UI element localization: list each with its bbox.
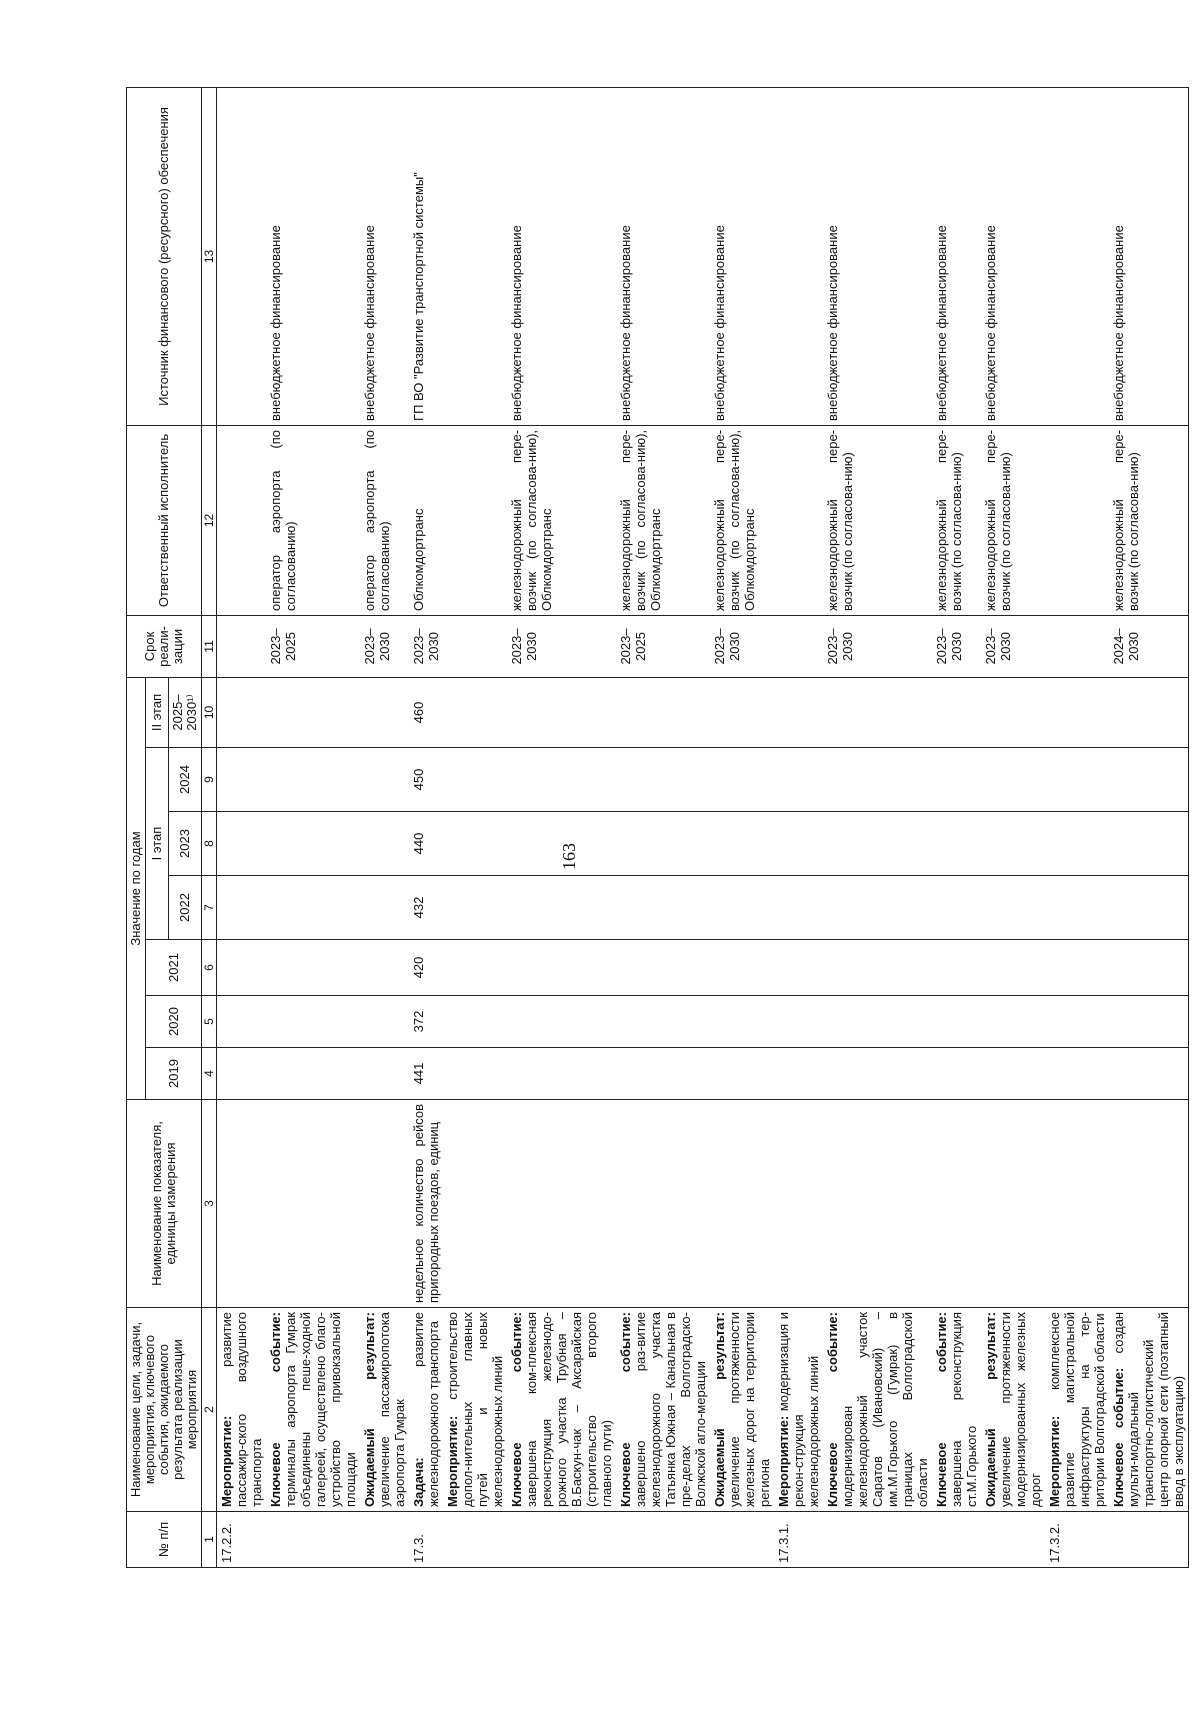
value-2022 [981, 876, 1045, 940]
table-row [443, 87, 507, 1567]
header-year-2024: 2024 [169, 748, 202, 812]
column-index: 9 [202, 748, 217, 812]
row-name [409, 1308, 443, 1512]
row-label: Ключевое событие: [934, 1312, 949, 1507]
row-name [710, 1308, 774, 1512]
value-2024 [710, 748, 774, 812]
row-source: внебюджетное финансирование [360, 87, 409, 425]
row-label: Мероприятие: [219, 1415, 234, 1507]
row-indicator [360, 1100, 409, 1308]
header-year-2025-2030: 2025–2030¹⁾ [169, 677, 202, 747]
row-name [823, 1308, 932, 1512]
value-2023 [1109, 812, 1189, 876]
value-2020 [217, 996, 267, 1048]
row-term [443, 615, 507, 677]
row-name [774, 1308, 823, 1512]
table-row [932, 87, 981, 1567]
value-2019 [443, 1048, 507, 1100]
value-2019 [217, 1048, 267, 1100]
row-source: внебюджетное финансирование [981, 87, 1045, 425]
value-2024 [981, 748, 1045, 812]
column-index: 2 [202, 1308, 217, 1512]
row-indicator [443, 1100, 507, 1308]
row-label: Ключевое событие: [618, 1312, 633, 1507]
value-2021 [616, 940, 710, 996]
value-2022 [1045, 876, 1109, 940]
header-values-by-year: Значение по годам [127, 677, 146, 1099]
table-body [217, 87, 1189, 1567]
value-2020 [774, 996, 823, 1048]
value-2025-2030 [823, 677, 932, 747]
row-name [1045, 1308, 1109, 1512]
row-name [217, 1308, 267, 1512]
row-executor: Облкомдортранс [409, 425, 443, 615]
row-source [443, 87, 507, 425]
value-2019 [507, 1048, 616, 1100]
column-index: 10 [202, 677, 217, 747]
value-2022 [932, 876, 981, 940]
row-number: 17.3.2. [1045, 1512, 1109, 1568]
table-row [409, 87, 443, 1567]
row-executor: железнодорожный пере-возчик (по согласова-нию), Облкомдортранс [507, 425, 616, 615]
row-text: завершена ком-плексная реконструкция железнодо-рожного участка Трубная – В.Баскун-чак – Аксарайская (строительство второго главного пути) [524, 1312, 614, 1507]
row-name [360, 1308, 409, 1512]
row-text: создан мульти-модальный транспортно-логистический центр опорной сети (поэтапный ввод в эксплуатацию) [1111, 1312, 1186, 1507]
column-index: 4 [202, 1048, 217, 1100]
row-term: 2023–2030 [360, 615, 409, 677]
row-source [774, 87, 823, 425]
column-index: 5 [202, 996, 217, 1048]
row-source: ГП ВО "Развитие транспортной системы" [409, 87, 443, 425]
row-term: 2023–2030 [932, 615, 981, 677]
value-2021 [710, 940, 774, 996]
row-text: завершено раз-витие железнодорожного участка Татьянка Южная – Канальная в пре-делах Волгоградско-Волжской агло-мерации [633, 1312, 708, 1507]
value-2022 [360, 876, 409, 940]
header-year-2021: 2021 [146, 940, 202, 996]
value-2020 [932, 996, 981, 1048]
row-name [1109, 1308, 1189, 1512]
value-2021: 420 [409, 940, 443, 996]
value-2019 [710, 1048, 774, 1100]
row-number [1109, 1512, 1189, 1568]
row-number [710, 1512, 774, 1568]
header-year-2022: 2022 [169, 876, 202, 940]
row-indicator [217, 1100, 267, 1308]
value-2025-2030 [266, 677, 360, 747]
row-executor: оператор аэропорта (по согласованию) [266, 425, 360, 615]
row-source: внебюджетное финансирование [266, 87, 360, 425]
table-row [1045, 87, 1109, 1567]
value-2023 [616, 812, 710, 876]
row-term [217, 615, 267, 677]
row-number: 17.3. [409, 1512, 443, 1568]
value-2024 [217, 748, 267, 812]
row-indicator [266, 1100, 360, 1308]
table-row [981, 87, 1045, 1567]
row-term [774, 615, 823, 677]
row-term: 2023–2025 [616, 615, 710, 677]
value-2020 [616, 996, 710, 1048]
header-num: № п/п [127, 1512, 202, 1568]
value-2025-2030 [443, 677, 507, 747]
value-2025-2030 [507, 677, 616, 747]
row-executor: железнодорожный пере-возчик (по согласова-нию) [823, 425, 932, 615]
value-2022 [443, 876, 507, 940]
value-2024 [774, 748, 823, 812]
row-executor [774, 425, 823, 615]
row-text: завершена реконструкция ст.М.Горького [949, 1312, 979, 1507]
row-term [1045, 615, 1109, 677]
value-2024 [616, 748, 710, 812]
value-2023 [360, 812, 409, 876]
table-row [360, 87, 409, 1567]
row-label: Мероприятие: [1047, 1415, 1062, 1507]
row-term: 2023–2030 [710, 615, 774, 677]
value-2020 [1045, 996, 1109, 1048]
column-index: 13 [202, 87, 217, 425]
header-year-2020: 2020 [146, 996, 202, 1048]
column-index: 11 [202, 615, 217, 677]
row-indicator [1045, 1100, 1109, 1308]
table-row [1109, 87, 1189, 1567]
value-2024 [360, 748, 409, 812]
row-number [932, 1512, 981, 1568]
value-2022 [266, 876, 360, 940]
row-label: Мероприятие: [445, 1415, 460, 1507]
row-label: Ключевое событие: [268, 1312, 283, 1507]
value-2025-2030 [1109, 677, 1189, 747]
value-2022 [710, 876, 774, 940]
row-source: внебюджетное финансирование [932, 87, 981, 425]
value-2024 [1045, 748, 1109, 812]
value-2024 [932, 748, 981, 812]
value-2022 [507, 876, 616, 940]
table-row [774, 87, 823, 1567]
row-number [507, 1512, 616, 1568]
row-term: 2023–2030 [409, 615, 443, 677]
value-2023 [823, 812, 932, 876]
row-name [981, 1308, 1045, 1512]
value-2021 [266, 940, 360, 996]
row-number [360, 1512, 409, 1568]
header-stage-2: II этап [146, 677, 169, 747]
row-text: увеличение протяженности модернизированных железных дорог [998, 1312, 1043, 1507]
row-executor [1045, 425, 1109, 615]
value-2021 [443, 940, 507, 996]
row-text: комплексное развитие магистральной инфраструктуры на тер-ритории Волгоградской области [1047, 1312, 1107, 1507]
row-text: развитие пассажир-ского воздушного транспорта [219, 1312, 264, 1507]
value-2025-2030 [217, 677, 267, 747]
row-term: 2023–2030 [507, 615, 616, 677]
row-name [932, 1308, 981, 1512]
table-row [266, 87, 360, 1567]
row-text: развитие железнодорожного транспорта [411, 1312, 441, 1507]
row-text: строительство допол-нительных главных путей и новых железнодорожных линий [445, 1312, 505, 1507]
row-number [981, 1512, 1045, 1568]
row-number [266, 1512, 360, 1568]
row-label: Ключевое событие: [1111, 1367, 1126, 1507]
row-number [823, 1512, 932, 1568]
row-label: Ключевое событие: [825, 1312, 840, 1507]
value-2024 [507, 748, 616, 812]
row-indicator [616, 1100, 710, 1308]
row-number [443, 1512, 507, 1568]
value-2025-2030: 460 [409, 677, 443, 747]
row-source: внебюджетное финансирование [616, 87, 710, 425]
row-executor: железнодорожный пере-возчик (по согласова-нию), Облкомдортранс [710, 425, 774, 615]
row-label: Ожидаемый результат: [362, 1312, 377, 1507]
row-text: увеличение пассажиропотока аэропорта Гумрак [377, 1312, 407, 1507]
rotated-document-sheet [126, 88, 1186, 1568]
row-source: внебюджетное финансирование [507, 87, 616, 425]
value-2022 [217, 876, 267, 940]
value-2023 [1045, 812, 1109, 876]
value-2021 [360, 940, 409, 996]
row-name [507, 1308, 616, 1512]
row-indicator [774, 1100, 823, 1308]
value-2025-2030 [1045, 677, 1109, 747]
value-2024: 450 [409, 748, 443, 812]
value-2019 [360, 1048, 409, 1100]
value-2023 [217, 812, 267, 876]
value-2019 [932, 1048, 981, 1100]
column-index: 12 [202, 425, 217, 615]
value-2021 [981, 940, 1045, 996]
value-2019 [981, 1048, 1045, 1100]
value-2022 [823, 876, 932, 940]
value-2019 [823, 1048, 932, 1100]
row-text: модернизирован железнодорожный участок Саратов (Ивановский) – им.М.Горького (Гумрак) в границах Волгоградской области [840, 1312, 930, 1507]
value-2024 [823, 748, 932, 812]
row-name [266, 1308, 360, 1512]
row-label: Мероприятие: [776, 1415, 791, 1507]
row-executor: железнодорожный пере-возчик (по согласова-нию), Облкомдортранс [616, 425, 710, 615]
row-label: Задача: [411, 1457, 426, 1507]
value-2021 [932, 940, 981, 996]
row-number: 17.2.2. [217, 1512, 267, 1568]
column-index: 3 [202, 1100, 217, 1308]
value-2020 [710, 996, 774, 1048]
row-label: Ожидаемый результат: [983, 1312, 998, 1507]
table-row [507, 87, 616, 1567]
column-index: 7 [202, 876, 217, 940]
row-name [443, 1308, 507, 1512]
header-year-2023: 2023 [169, 812, 202, 876]
value-2022 [774, 876, 823, 940]
row-text: увеличение протяженности железных дорог на территории региона [727, 1312, 772, 1507]
row-name [616, 1308, 710, 1512]
value-2021 [1045, 940, 1109, 996]
value-2019 [616, 1048, 710, 1100]
header-name: Наименование цели, задачи, мероприятия, ключевого события, ожидаемого результата реализации мероприятия [127, 1308, 202, 1512]
row-executor: железнодорожный пере-возчик (по согласова-нию) [981, 425, 1045, 615]
row-indicator [981, 1100, 1045, 1308]
row-label: Ожидаемый результат: [712, 1312, 727, 1507]
row-source: внебюджетное финансирование [823, 87, 932, 425]
value-2021 [1109, 940, 1189, 996]
row-indicator: недельное количество рейсов пригородных поездов, единиц [409, 1100, 443, 1308]
header-stage-1: I этап [146, 748, 169, 940]
header-term: Срок реали-зации [127, 615, 202, 677]
value-2020 [507, 996, 616, 1048]
value-2024 [1109, 748, 1189, 812]
row-indicator [507, 1100, 616, 1308]
program-table [126, 87, 1189, 1568]
column-index: 8 [202, 812, 217, 876]
header-source: Источник финансового (ресурсного) обеспечения [127, 87, 202, 425]
value-2019: 441 [409, 1048, 443, 1100]
row-indicator [823, 1100, 932, 1308]
value-2023 [443, 812, 507, 876]
value-2023 [710, 812, 774, 876]
value-2020 [981, 996, 1045, 1048]
table-row [616, 87, 710, 1567]
value-2020 [1109, 996, 1189, 1048]
value-2024 [266, 748, 360, 812]
row-term: 2023–2025 [266, 615, 360, 677]
value-2019 [1109, 1048, 1189, 1100]
value-2021 [217, 940, 267, 996]
value-2025-2030 [932, 677, 981, 747]
row-indicator [710, 1100, 774, 1308]
value-2020 [266, 996, 360, 1048]
value-2022 [1109, 876, 1189, 940]
value-2022 [616, 876, 710, 940]
value-2022: 432 [409, 876, 443, 940]
row-text: терминалы аэропорта Гумрак объединены пеше-ходной галереей, осуществлено благо-устройство привокзальной площади [283, 1312, 358, 1507]
column-index: 1 [202, 1512, 217, 1568]
value-2025-2030 [616, 677, 710, 747]
value-2021 [823, 940, 932, 996]
page-number: 163 [559, 843, 579, 870]
value-2019 [1045, 1048, 1109, 1100]
value-2020 [360, 996, 409, 1048]
value-2025-2030 [710, 677, 774, 747]
row-source: внебюджетное финансирование [1109, 87, 1189, 425]
table-row [217, 87, 267, 1567]
row-term: 2023–2030 [981, 615, 1045, 677]
value-2025-2030 [774, 677, 823, 747]
value-2024 [443, 748, 507, 812]
value-2023 [507, 812, 616, 876]
value-2021 [774, 940, 823, 996]
table-row [710, 87, 774, 1567]
header-executor: Ответственный исполнитель [127, 425, 202, 615]
value-2023 [932, 812, 981, 876]
column-index: 6 [202, 940, 217, 996]
value-2023: 440 [409, 812, 443, 876]
value-2021 [507, 940, 616, 996]
row-text: модернизация и рекон-струкция железнодорожных линий [776, 1312, 821, 1507]
row-executor [217, 425, 267, 615]
row-number: 17.3.1. [774, 1512, 823, 1568]
value-2019 [266, 1048, 360, 1100]
value-2023 [774, 812, 823, 876]
row-source [1045, 87, 1109, 425]
header-year-2019: 2019 [146, 1048, 202, 1100]
value-2020 [443, 996, 507, 1048]
row-term: 2024–2030 [1109, 615, 1189, 677]
value-2023 [981, 812, 1045, 876]
value-2023 [266, 812, 360, 876]
value-2020 [823, 996, 932, 1048]
value-2020: 372 [409, 996, 443, 1048]
value-2019 [774, 1048, 823, 1100]
row-executor: железнодорожный пере-возчик (по согласова-нию) [932, 425, 981, 615]
row-executor [443, 425, 507, 615]
row-label: Ключевое событие: [509, 1312, 524, 1507]
row-executor: железнодорожный пере-возчик (по согласова-нию) [1109, 425, 1189, 615]
row-indicator [1109, 1100, 1189, 1308]
row-term: 2023–2030 [823, 615, 932, 677]
table-row [823, 87, 932, 1567]
row-source [217, 87, 267, 425]
row-indicator [932, 1100, 981, 1308]
row-executor: оператор аэропорта (по согласованию) [360, 425, 409, 615]
row-number [616, 1512, 710, 1568]
header-indicator: Наименование показателя, единицы измерения [127, 1100, 202, 1308]
row-source: внебюджетное финансирование [710, 87, 774, 425]
value-2025-2030 [360, 677, 409, 747]
value-2025-2030 [981, 677, 1045, 747]
